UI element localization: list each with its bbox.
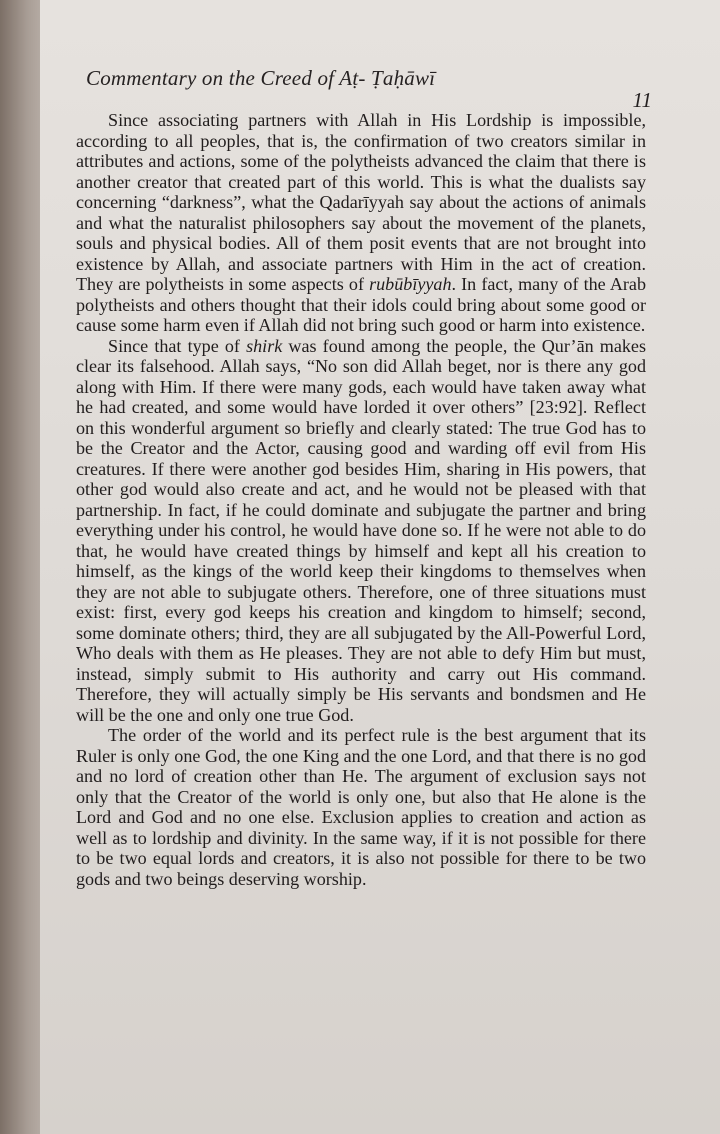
italic-term: rubūbīyyah xyxy=(369,274,452,294)
text-segment: Since that type of xyxy=(108,335,247,356)
paragraph xyxy=(76,725,646,889)
paragraph xyxy=(76,336,646,726)
body-text xyxy=(76,110,646,889)
text-segment: The order of the world and its perfect rule is the best argument that its Ruler is only one God, the one King and the one Lord, and that there is no god and no lord of creation other than He. The argument of exclusion says not only that the Creator of the world is only one, but also that He alone is the Lord and God and no one else. Exclusion applies to creation and action as well as to lordship and divinity. In the same way, if it is not possible for there to be two equal lords and creators, it is also not possible for there to be two gods and two beings deserving worship. xyxy=(76,725,646,889)
italic-term: shirk xyxy=(246,335,283,356)
paragraph xyxy=(76,110,646,336)
text-segment: . In fact, many of the Arab polytheists and others thought that their idols could bring about some good or cause some harm even if Allah did not bring such good or harm into existence. xyxy=(76,274,646,335)
page-header xyxy=(86,66,652,112)
text-segment: was found among the people, the Qur’ān makes clear its falsehood. Allah says, “No son did Allah beget, nor is there any god along with Him. If there were many gods, each would have taken away what he had created, and some would have lorded it over others” [23:92]. Reflect on this wonderful argument so briefly and clearly stated: The true God has to be the Creator and the Actor, causing good and warding off evil from His creatures. If there were another god besides Him, sharing in His powers, that other god would also create and act, and he would not be pleased with that partnership. In fact, if he could dominate and subjugate the partner and bring everything under his control, he would have done so. If he were not able to do that, he would have created things by himself and kept all his creation to himself, as the kings of the world keep their kingdoms to themselves when they are not able to subjugate others. Therefore, one of three situations must exist: first, every god keeps his creation and kingdom to himself; second, some dominate others; third, they are all subjugated by the All-Powerful Lord, Who deals with them as He pleases. They are not able to defy Him but must, instead, simply submit to His authority and carry out His command. Therefore, they will actually simply be His servants and bondsmen and He will be the one and only one true God. xyxy=(76,335,646,725)
text-segment: Since associating partners with Allah in His Lordship is impossible, according to all peoples, that is, the confirmation of two creators similar in attributes and actions, some of the polytheists advanced the claim that there is another creator that created part of this world. This is what the dualists say concerning “darkness”, what the Qadarīyyah say about the actions of animals and what the naturalist philosophers say about the movement of the planets, souls and physical bodies. All of them posit events that are not brought into existence by Allah, and associate partners with Him in the act of creation. They are polytheists in some aspects of xyxy=(76,110,646,294)
page-number: 11 xyxy=(632,88,652,112)
running-title: Commentary on the Creed of Aṭ- Ṭaḥāwī xyxy=(86,66,436,90)
